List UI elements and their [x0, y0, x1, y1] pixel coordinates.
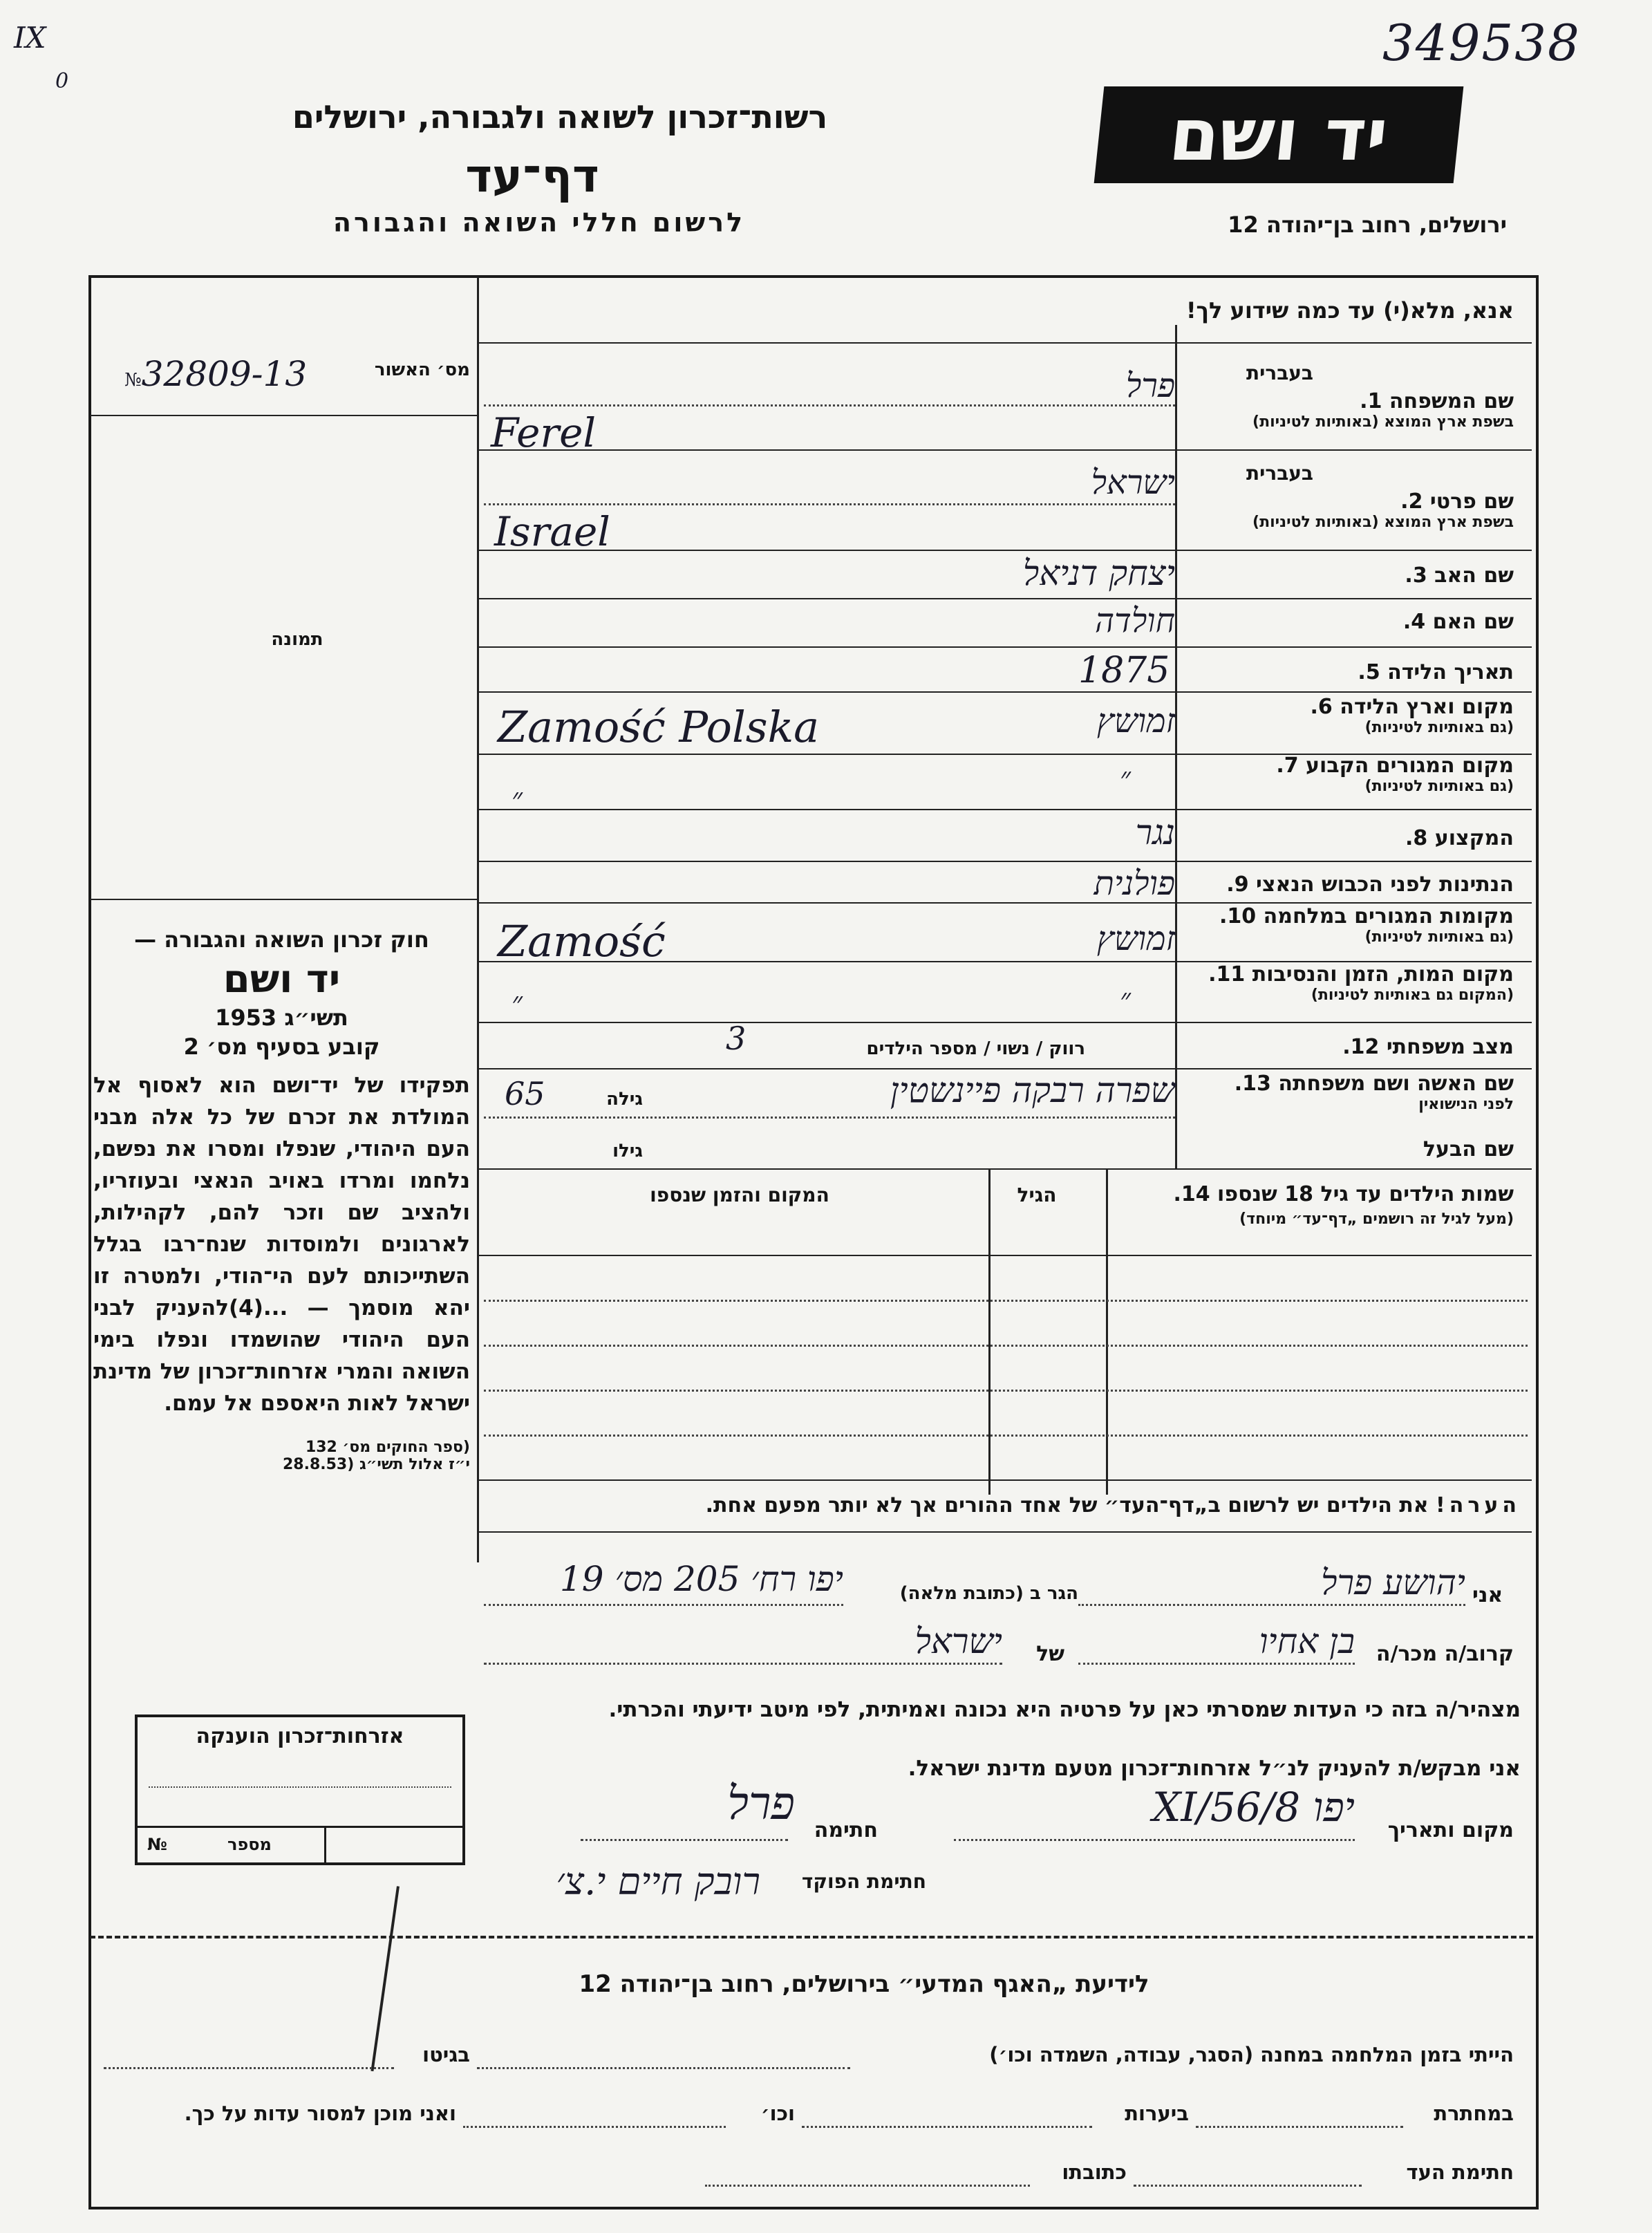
law-box — [93, 926, 470, 1473]
children-row-3 — [484, 1345, 1528, 1347]
field-8-value[interactable]: נגר — [1135, 812, 1175, 852]
field-12-rule — [478, 1068, 1532, 1069]
field-7-rule — [478, 809, 1532, 810]
field-4-rule — [478, 646, 1532, 648]
decl-of-value[interactable]: ישראל — [914, 1621, 1002, 1661]
field-5-num: 5. — [1358, 660, 1380, 684]
children-row-2 — [484, 1300, 1528, 1302]
field-10-value-latin[interactable]: Zamość — [498, 916, 666, 966]
decl-official-value[interactable]: רובק חיים י.צ׳ — [556, 1860, 760, 1903]
approval-label: מס׳ האשור — [374, 359, 470, 380]
field-14-sub: (מעל לגיל זה רושמים „דף־עד״ מיוחד) — [1239, 1211, 1514, 1228]
photo-label: תמונה — [271, 629, 323, 650]
info-line1-a: הייתי בזמן המלחמה במחנה (הסגר, עבודה, השמדה וכו׳) — [989, 2043, 1514, 2066]
field-13-rule — [478, 1168, 1532, 1170]
info-line3-b: כתובתו — [1062, 2160, 1127, 2184]
field-1-rule — [478, 449, 1532, 451]
field-13-sub: לפני הנישואין — [1418, 1096, 1514, 1113]
field-8-label — [1182, 826, 1514, 850]
decl-place-date-dots — [954, 1839, 1355, 1841]
field-10-sub: (גם באותיות לטיניות) — [1364, 928, 1514, 946]
field-10-name: מקומות המגורים במלחמה — [1263, 904, 1514, 928]
children-row-5 — [484, 1435, 1528, 1437]
children-col-divider-2 — [1106, 1170, 1108, 1495]
field-10-num: 10. — [1219, 904, 1257, 928]
decl-address-dots — [484, 1604, 843, 1606]
intro-text: אנא, מלא(י) עד כמה שידוע לך! — [1185, 297, 1514, 324]
note-rule — [478, 1531, 1532, 1533]
field-11-value-hebrew[interactable]: ״ — [1120, 982, 1131, 1016]
children-col-divider-1 — [988, 1170, 991, 1495]
law-footnote-1: (ספר החוקים מס׳ 132 — [305, 1439, 470, 1456]
decl-signature-value[interactable]: פרל — [727, 1777, 795, 1830]
info-line2-c: וכו׳ — [760, 2102, 795, 2125]
field-12-num: 12. — [1342, 1035, 1380, 1059]
decl-of-dots — [484, 1663, 1002, 1665]
field-3-rule — [478, 598, 1532, 599]
field-11-rule — [478, 1022, 1532, 1023]
citizenship-number-row — [138, 1826, 462, 1862]
decl-relative-label: קרוב/ה מכר/ה — [1376, 1642, 1514, 1666]
field-7-name: מקום המגורים הקבוע — [1306, 754, 1514, 778]
field-2-name: שם פרטי — [1429, 489, 1514, 514]
info-heading: לידיעת „האגף המדעי״ בירושלים, רחוב בן־יהודה 12 — [579, 1970, 1149, 1998]
roman-numeral-mark: IX — [14, 21, 46, 55]
info-line3-a: חתימת העד — [1406, 2160, 1514, 2184]
field-14-label — [1106, 1182, 1514, 1228]
decl-of-label: של — [1036, 1642, 1064, 1666]
field-5-value[interactable]: 1875 — [1078, 650, 1170, 691]
field-4-label — [1182, 610, 1514, 634]
field-3-label — [1182, 563, 1514, 588]
field-8-num: 8. — [1405, 826, 1428, 850]
left-column-divider — [477, 277, 479, 1562]
field-10-value-hebrew[interactable]: זמושץ — [1096, 919, 1175, 958]
info-line2-dots-b — [802, 2126, 1092, 2128]
field-7-value-latin[interactable]: ״ — [511, 781, 523, 815]
note-text: את הילדים יש לרשום ב„דף־העד״ של אחד ההורים אך לא יותר מפעם אחת. — [705, 1493, 1429, 1517]
field-5-label — [1182, 660, 1514, 684]
field-2-value-hebrew[interactable]: ישראל — [1091, 463, 1175, 502]
decl-official-label: חתימת הפוקד — [801, 1870, 926, 1893]
children-table-end — [478, 1479, 1532, 1481]
law-body: תפקידו של יד־ושם הוא לאסוף אל המולדת את זכרם של כל אלה מבני העם היהודי, שנפלו ומסרו את נפשם, נלחמו ומרדו באויב הנאצי ובעוזריו, ולהציב שם וזכר להם, לקהילות, לארגונים ולמוסדות שנח־רבו בגלל השתייכותם לעם הי־הודי, ולמטרה זו יהא מוסמך — ...(4)להעניק לבני העם היהודי שהושמדו ונפלו בימי השואה והמרי אזרחות־זכרון של מדינת ישראל לאות היאספם אל עמם. — [93, 1073, 470, 1416]
field-14-name: שמות הילדים עד גיל 18 שנספו — [1217, 1182, 1514, 1206]
cut-line — [90, 1936, 1533, 1938]
logo-text: יד ושם — [1165, 93, 1392, 177]
field-3-name: שם האב — [1434, 563, 1514, 588]
info-line2-b: ביערות — [1125, 2102, 1189, 2125]
citizenship-number-label: מספר — [227, 1835, 272, 1854]
field-1-value-latin[interactable]: Ferel — [491, 409, 596, 456]
approval-value — [124, 354, 307, 394]
decl-resides-label: הגר ב (כתובת מלאה) — [899, 1583, 1078, 1604]
field-7-label — [1182, 754, 1514, 795]
field-6-name: מקום וארץ הלידה — [1340, 695, 1514, 719]
field-13-age-label: גילה — [606, 1089, 643, 1110]
field-1-num: 1. — [1360, 389, 1382, 413]
field-11-sub: (המקום גם באותיות לטיניות) — [1311, 987, 1514, 1004]
decl-i-label: אני — [1472, 1583, 1503, 1607]
info-line1-b: בגיטו — [422, 2043, 470, 2066]
authority-name: רשות־זכרון לשואה ולגבורה, ירושלים — [292, 98, 828, 136]
field-2-dots-a — [484, 503, 1175, 505]
husband-name-label: שם הבעל — [1423, 1137, 1514, 1161]
law-footnote-2: י״ז אלול תשי״ג (28.8.53 — [282, 1456, 470, 1473]
field-13-label — [1182, 1072, 1514, 1113]
field-11-name: מקום המות, הזמן והנסיבות — [1252, 962, 1514, 987]
field-13-name: שם האשה ושם משפחתה — [1278, 1072, 1514, 1096]
field-9-value[interactable]: פולנית — [1093, 864, 1175, 903]
field-8-name: המקצוע — [1434, 826, 1514, 850]
info-line2-dots-c — [463, 2126, 726, 2128]
field-9-name: הנתינות לפני הכבוש הנאצי — [1256, 872, 1514, 897]
decl-relation-dots — [1078, 1663, 1355, 1665]
law-heading: חוק זכרון השואה והגבורה — — [134, 926, 429, 953]
children-age-header: הגיל — [1017, 1184, 1057, 1206]
field-12-name: מצב משפחתי — [1386, 1035, 1514, 1059]
field-7-sub: (גם באותיות לטיניות) — [1364, 778, 1514, 795]
field-1-dots-a — [484, 404, 1175, 407]
decl-request: אני מבקש/ת להעניק לנ״ל אזרחות־זכרון מטעם מדינת ישראל. — [908, 1756, 1521, 1781]
citizenship-divider — [324, 1828, 326, 1862]
field-12-printed: רווק / נשוי / מספר הילדים — [866, 1038, 1085, 1059]
field-1-value-hebrew[interactable]: פרל — [1125, 366, 1175, 405]
approval-number-row — [124, 353, 470, 394]
field-13-value[interactable]: שפרה רבקה פיינשטין — [890, 1070, 1175, 1110]
law-title: יד ושם — [223, 957, 341, 1002]
field-6-value-latin[interactable]: Zamość Polska — [498, 702, 820, 752]
decl-address-value[interactable]: יפו רח׳ 205 מס׳ 19 — [559, 1559, 843, 1599]
info-line1-end-dots — [104, 2067, 394, 2069]
field-6-num: 6. — [1310, 695, 1333, 719]
decl-place-date-label: מקום ותאריך — [1387, 1818, 1514, 1842]
citizenship-box — [135, 1715, 465, 1865]
decl-relation-value[interactable]: בן אחיו — [1259, 1621, 1355, 1661]
note-row — [484, 1493, 1521, 1517]
citizenship-title: אזרחות־זכרון הוענקה — [196, 1724, 404, 1748]
field-11-label — [1182, 962, 1514, 1004]
husband-age-label: גילו — [612, 1141, 643, 1161]
yad-vashem-logo — [1094, 86, 1464, 183]
field-4-name: שם האם — [1432, 610, 1514, 634]
field-12-label — [1182, 1035, 1514, 1059]
info-line2-a: במחתרת — [1434, 2102, 1514, 2125]
field-7-value-hebrew[interactable]: ״ — [1120, 760, 1131, 794]
field-8-rule — [478, 861, 1532, 862]
field-6-sub: (גם באותיות לטיניות) — [1364, 719, 1514, 736]
approval-prefix: № — [124, 370, 142, 391]
decl-signature-dots — [581, 1839, 788, 1841]
decl-signature-label: חתימה — [814, 1818, 878, 1842]
children-row-4 — [484, 1390, 1528, 1392]
info-line1-dots — [477, 2067, 850, 2069]
field-11-value-latin[interactable]: ״ — [511, 985, 523, 1019]
note-label: הערה! — [1436, 1493, 1521, 1517]
law-year: תשי״ג 1953 — [215, 1005, 348, 1031]
photo-rule — [90, 899, 477, 900]
field-6-label — [1182, 695, 1514, 736]
intro-rule — [478, 342, 1532, 344]
logo-address: ירושלים, רחוב בן־יהודה 12 — [1228, 212, 1507, 238]
field-2-sub: בשפת ארץ המוצא (באותיות לטיניות) — [1252, 514, 1514, 531]
field-2-hebrew-hint: בעברית — [1246, 462, 1313, 485]
field-9-label — [1182, 872, 1514, 897]
field-13-num: 13. — [1234, 1072, 1271, 1096]
field-13-age-value[interactable]: 65 — [505, 1075, 545, 1112]
field-5-name: תאריך הלידה — [1387, 660, 1514, 684]
field-3-num: 3. — [1405, 563, 1427, 588]
field-12-value[interactable]: 3 — [726, 1020, 747, 1057]
decl-i-dots — [1078, 1604, 1465, 1606]
field-2-value-latin[interactable]: Israel — [494, 508, 610, 555]
approval-rule — [90, 415, 477, 416]
field-10-label — [1182, 904, 1514, 946]
children-place-header: המקום והזמן שנספו — [650, 1184, 829, 1206]
field-1-label — [1182, 363, 1514, 431]
approval-number: 32809-13 — [141, 354, 308, 394]
info-line2-d: ואני מוכן למסור עדות על כך. — [184, 2102, 456, 2125]
decl-i-value[interactable]: יהושע פרל — [1321, 1562, 1465, 1603]
field-2-label — [1182, 463, 1514, 531]
field-1-name: שם המשפחה — [1389, 389, 1514, 413]
label-column-divider — [1175, 325, 1177, 1168]
field-14-num: 14. — [1173, 1182, 1210, 1206]
small-mark: 0 — [55, 69, 69, 93]
field-2-num: 2. — [1400, 489, 1423, 514]
field-2-rule — [478, 550, 1532, 551]
archive-number: 349538 — [1382, 14, 1581, 72]
field-3-value[interactable]: יצחק דניאל — [1022, 553, 1175, 593]
field-1-hebrew-hint: בעברית — [1246, 362, 1313, 384]
husband-label — [1182, 1137, 1514, 1161]
field-6-value-hebrew[interactable]: זמושץ — [1096, 702, 1175, 740]
citizenship-dots — [149, 1786, 451, 1788]
info-line2-dots-a — [1196, 2126, 1403, 2128]
field-1-sub: בשפת ארץ המוצא (באותיות לטיניות) — [1252, 413, 1514, 431]
field-4-num: 4. — [1402, 610, 1426, 634]
children-row-1 — [478, 1255, 1532, 1256]
form-title: דף־עד — [465, 149, 599, 203]
decl-place-date-value[interactable]: יפו 8/XI/56 — [1152, 1784, 1355, 1831]
field-11-num: 11. — [1208, 962, 1246, 987]
citizenship-prefix: № — [147, 1835, 167, 1854]
field-9-rule — [478, 902, 1532, 904]
field-5-rule — [478, 691, 1532, 693]
form-subtitle: לרשום חללי השואה והגבורה — [332, 207, 746, 238]
info-line3-dots-a — [1134, 2185, 1362, 2187]
field-13-dots — [484, 1116, 1175, 1119]
law-clause: קובע בסעיף מס׳ 2 — [183, 1034, 380, 1060]
field-7-num: 7. — [1276, 754, 1299, 778]
field-9-num: 9. — [1226, 872, 1249, 897]
info-line3-dots-b — [705, 2185, 1030, 2187]
field-4-value[interactable]: חולדה — [1094, 601, 1175, 640]
decl-statement: מצהיר/ה בזה כי העדות שמסרתי כאן על פרטיה היא נכונה ואמיתית, לפי מיטב ידיעתי והכרתי. — [608, 1697, 1521, 1722]
